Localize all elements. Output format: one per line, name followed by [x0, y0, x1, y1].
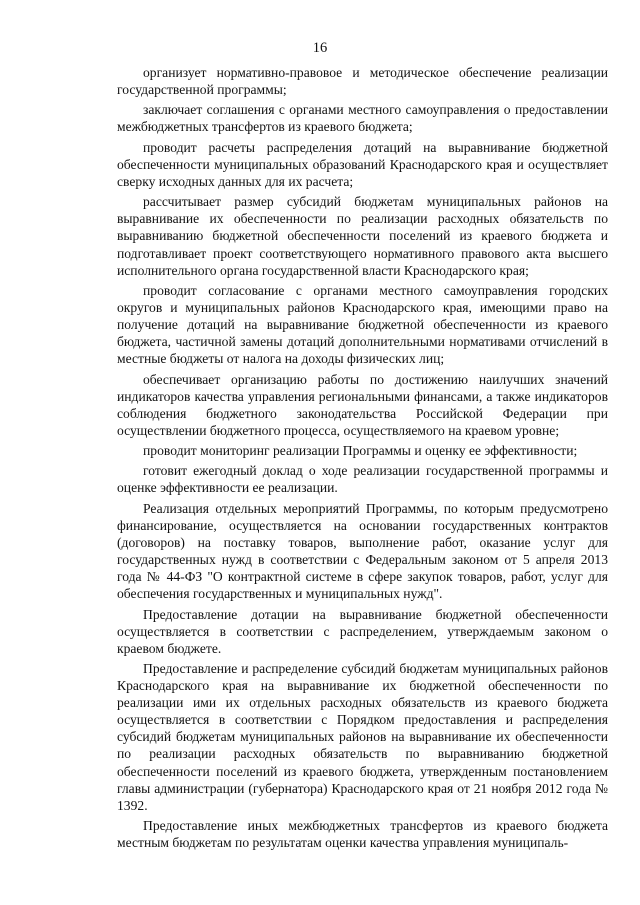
- paragraph-11: Предоставление и распределение субсидий бюджетам муниципальных районов Краснодарского края на выравнивание их бюджетной обеспеченности по реализации ими их отдельных расходных обязательств из краевого бюджета осуществляется в соответствии с Порядком предоставления и распределения субсидий бюджетам муниципальных районов на выравнивание их обеспеченности по реализации расходных обязательств по выравниванию бюджетной обеспеченности поселений из краевого бюджета, утвержденным постановлением главы администрации (губернатора) Краснодарского края от 21 ноября 2012 года № 1392.: [117, 660, 608, 813]
- paragraph-10: Предоставление дотации на выравнивание бюджетной обеспеченности осуществляется в соответствии с распределением, утверждаемым законом о краевом бюджете.: [117, 606, 608, 656]
- paragraph-3: проводит расчеты распределения дотаций на выравнивание бюджетной обеспеченности муниципальных образований Краснодарского края и осуществляет сверку исходных данных для их расчета;: [117, 139, 608, 189]
- paragraph-4: рассчитывает размер субсидий бюджетам муниципальных районов на выравнивание их обеспеченности по реализации расходных обязательств по выравниванию бюджетной обеспеченности поселений из краевого бюджета и подготавливает проект соответствующего нормативного правового акта высшего исполнительного органа государственной власти Краснодарского края;: [117, 194, 608, 278]
- document-body: [117, 64, 608, 854]
- paragraph-1: организует нормативно-правовое и методическое обеспечение реализации государственной программы;: [117, 65, 608, 98]
- paragraph-6: обеспечивает организацию работы по достижению наилучших значений индикаторов качества управления региональными финансами, а также индикаторов соблюдения бюджетного законодательства Российской Федерации при осуществлении бюджетного процесса, осуществляемого на краевом уровне;: [117, 371, 608, 438]
- paragraph-2: заключает соглашения с органами местного самоуправления о предоставлении межбюджетных трансфертов из краевого бюджета;: [117, 102, 608, 135]
- paragraph-5: проводит согласование с органами местного самоуправления городских округов и муниципальных районов Краснодарского края, имеющими право на получение дотаций на выравнивание бюджетной обеспеченности из краевого бюджета, частичной замены дотаций дополнительными нормативами отчислений в местные бюджеты от налога на доходы физических лиц;: [117, 282, 608, 367]
- paragraph-12: Предоставление иных межбюджетных трансфертов из краевого бюджета местным бюджетам по результатам оценки качества управления муниципаль-: [117, 818, 608, 851]
- page-number: 16: [312, 40, 328, 56]
- paragraph-9: Реализация отдельных мероприятий Программы, по которым предусмотрено финансирование, осуществляется на основании государственных контрактов (договоров) на поставку товаров, выполнение работ, оказание услуг для государственных нужд в соответствии с Федеральным законом от 5 апреля 2013 года № 44-ФЗ "О контрактной системе в сфере закупок товаров, работ, услуг для обеспечения государственных и муниципальных нужд".: [117, 500, 608, 602]
- paragraph-8: готовит ежегодный доклад о ходе реализации государственной программы и оценке эффективности ее реализации.: [117, 463, 608, 496]
- paragraph-7: проводит мониторинг реализации Программы и оценку ее эффективности;: [143, 443, 578, 459]
